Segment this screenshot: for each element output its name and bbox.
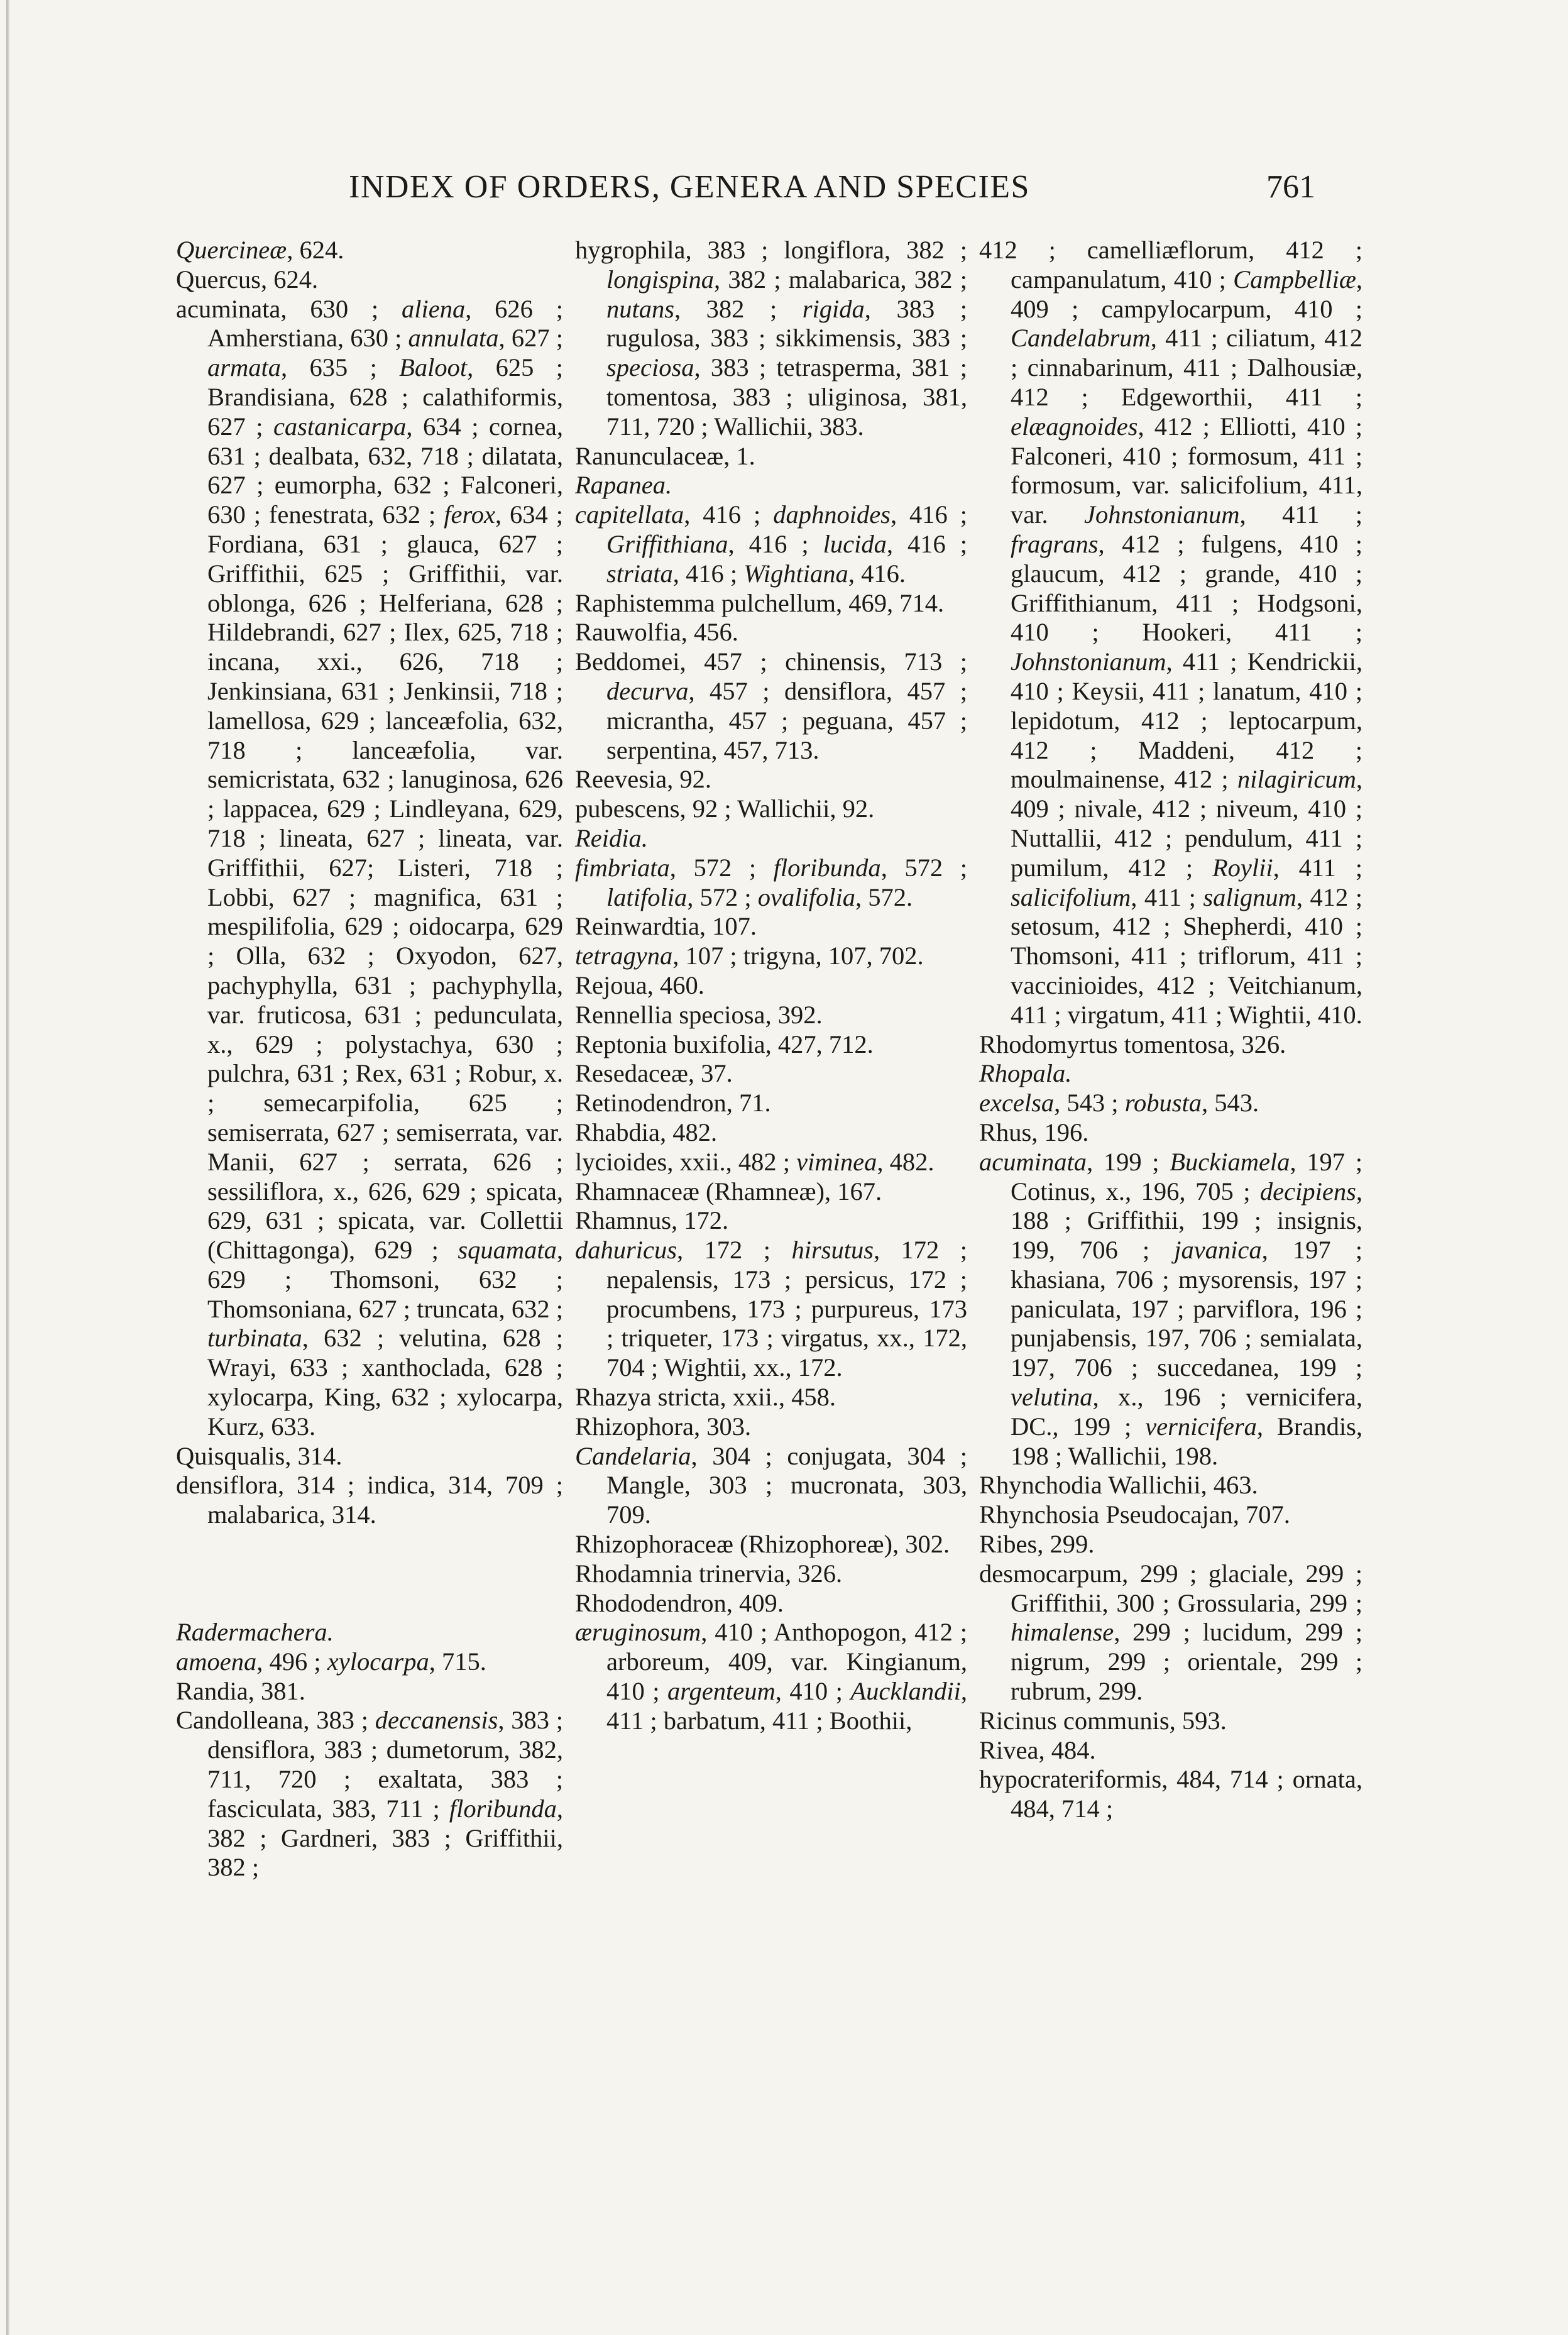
index-entry: 412 ; camelliæflorum, 412 ; campanulatum, 410 ; Campbelliæ, 409 ; campylocarpum, 410 ; Candelabrum, 411 ; ciliatum, 412 ; cinnabarinum, 411 ; Dalhousiæ, 412 ; Edgeworthii, 411 ; elæagnoides, 412 ; Elliotti, 410 ; Falconeri, 410 ; formosum, 411 ; formosum, var. salicifolium, 411, var. Johnstonianum, 411 ; fragrans, 412 ; fulgens, 410 ; glaucum, 412 ; grande, 410 ; Griffithianum, 411 ; Hodgsoni, 410 ; Hookeri, 411 ; Johnstonianum, 411 ; Kendrickii, 410 ; Keysii, 411 ; lanatum, 410 ; lepidotum, 412 ; leptocarpum, 412 ; Maddeni, 412 ; moulmainense, 412 ; nilagiricum, 409 ; nivale, 412 ; niveum, 410 ; Nuttallii, 412 ; pendulum, 411 ; pumilum, 412 ; Roylii, 411 ; salicifolium, 411 ; salignum, 412 ; setosum, 412 ; Shepherdi, 410 ; Thomsoni, 411 ; triflorum, 411 ; vaccinioides, 412 ; Veitchianum, 411 ; virgatum, 411 ; Wightii, 410. — [979, 236, 1362, 1029]
index-entry: Rennellia speciosa, 392. — [575, 1000, 823, 1029]
index-entry: Quisqualis, 314. densiflora, 314 ; indica, 314, 709 ; malabarica, 314. — [176, 1441, 563, 1529]
index-entry: Rhamnaceæ (Rhamneæ), 167. — [575, 1177, 882, 1206]
index-column-3 — [979, 236, 1362, 1824]
index-entry: Quercus, 624. acuminata, 630 ; aliena, 626 ; Amherstiana, 630 ; annulata, 627 ; armata, 635 ; Baloot, 625 ; Brandisiana, 628 ; calathiformis, 627 ; castanicarpa, 634 ; cornea, 631 ; dealbata, 632, 718 ; dilatata, 627 ; eumorpha, 632 ; Falconeri, 630 ; fenestrata, 632 ; ferox, 634 ; Fordiana, 631 ; glauca, 627 ; Griffithii, 625 ; Griffithii, var. oblonga, 626 ; Helferiana, 628 ; Hildebrandi, 627 ; Ilex, 625, 718 ; incana, xxi., 626, 718 ; Jenkinsiana, 631 ; Jenkinsii, 718 ; lamellosa, 629 ; lanceæfolia, 632, 718 ; lanceæfolia, var. semicristata, 632 ; lanuginosa, 626 ; lappacea, 629 ; Lindleyana, 629, 718 ; lineata, 627 ; lineata, var. Griffithii, 627; Listeri, 718 ; Lobbi, 627 ; magnifica, 631 ; mespilifolia, 629 ; oidocarpa, 629 ; Olla, 632 ; Oxyodon, 627, pachyphylla, 631 ; pachyphylla, var. fruticosa, 631 ; pedunculata, x., 629 ; polystachya, 630 ; pulchra, 631 ; Rex, 631 ; Robur, x. ; semecarpifolia, 625 ; semiserrata, 627 ; semiserrata, var. Manii, 627 ; serrata, 626 ; sessiliflora, x., 626, 629 ; spicata, 629, 631 ; spicata, var. Collettii (Chittagonga), 629 ; squamata, 629 ; Thomsoni, 632 ; Thomsoniana, 627 ; truncata, 632 ; turbinata, 632 ; velutina, 628 ; Wrayi, 633 ; xanthoclada, 628 ; xylocarpa, King, 632 ; xylocarpa, Kurz, 633. — [176, 265, 563, 1441]
column-gap — [176, 1530, 563, 1618]
index-entry: Radermachera. amoena, 496 ; xylocarpa, 715. — [176, 1618, 486, 1676]
index-entry: Ribes, 299. desmocarpum, 299 ; glaciale, 299 ; Griffithii, 300 ; Grossularia, 299 ; himalense, 299 ; lucidum, 299 ; nigrum, 299 ; orientale, 299 ; rubrum, 299. — [979, 1530, 1362, 1706]
index-entry: Rhodamnia trinervia, 326. — [575, 1559, 843, 1588]
index-entry: Ranunculaceæ, 1. — [575, 441, 755, 470]
index-entry: Rhizophoraceæ (Rhizophoreæ), 302. — [575, 1530, 950, 1559]
index-entry: Reidia. fimbriata, 572 ; floribunda, 572 ; latifolia, 572 ; ovalifolia, 572. — [575, 823, 967, 911]
index-entry: Raphistemma pulchellum, 469, 714. — [575, 588, 945, 617]
index-entry: Ricinus communis, 593. — [979, 1706, 1227, 1735]
index-entry: Rejoua, 460. — [575, 970, 705, 999]
index-entry: Rhynchodia Wallichii, 463. — [979, 1471, 1258, 1500]
index-entry: Rhopala. excelsa, 543 ; robusta, 543. — [979, 1059, 1259, 1118]
index-entry: Reptonia buxifolia, 427, 712. — [575, 1030, 874, 1058]
index-entry: Rhizophora, 303. Candelaria, 304 ; conjugata, 304 ; Mangle, 303 ; mucronata, 303, 709. — [575, 1412, 967, 1529]
page-number: 761 — [1266, 169, 1315, 205]
index-entry: Rauwolfia, 456. Beddomei, 457 ; chinensis, 713 ; decurva, 457 ; densiflora, 457 ; micrantha, 457 ; peguana, 457 ; serpentina, 457, 713. — [575, 618, 967, 764]
index-entry: hygrophila, 383 ; longiflora, 382 ; longispina, 382 ; malabarica, 382 ; nutans, 382 ; rigida, 383 ; rugulosa, 383 ; sikkimensis, 383 ; speciosa, 383 ; tetrasperma, 381 ; tomentosa, 383 ; uliginosa, 381, 711, 720 ; Wallichii, 383. — [575, 236, 967, 441]
running-title: INDEX OF ORDERS, GENERA AND SPECIES — [349, 169, 1030, 205]
index-entry: Rhus, 196. acuminata, 199 ; Buckiamela, 197 ; Cotinus, x., 196, 705 ; decipiens, 188 ; Griffithii, 199 ; insignis, 199, 706 ; javanica, 197 ; khasiana, 706 ; mysorensis, 197 ; paniculata, 197 ; parviflora, 196 ; punjabensis, 197, 706 ; semialata, 197, 706 ; succedanea, 199 ; velutina, x., 196 ; vernicifera, DC., 199 ; vernicifera, Brandis, 198 ; Wallichii, 198. — [979, 1118, 1363, 1470]
index-entry: Rapanea. capitellata, 416 ; daphnoides, 416 ; Griffithiana, 416 ; lucida, 416 ; striata, 416 ; Wightiana, 416. — [575, 471, 967, 588]
index-entry: Rhododendron, 409. æruginosum, 410 ; Anthopogon, 412 ; arboreum, 409, var. Kingianum, 410 ; argenteum, 410 ; Aucklandii, 411 ; barbatum, 411 ; Boothii, — [575, 1588, 967, 1735]
index-column-1 — [176, 236, 563, 1882]
index-entry: Rhynchosia Pseudocajan, 707. — [979, 1500, 1290, 1529]
index-entry: Resedaceæ, 37. — [575, 1059, 733, 1088]
index-entry: Rhodomyrtus tomentosa, 326. — [979, 1030, 1286, 1058]
page-header — [0, 168, 1568, 219]
index-entry: Rhamnus, 172. dahuricus, 172 ; hirsutus, 172 ; nepalensis, 173 ; persicus, 172 ; procumbens, 173 ; purpureus, 173 ; triqueter, 173 ; virgatus, xx., 172, 704 ; Wightii, xx., 172. — [575, 1206, 967, 1382]
index-entry: Randia, 381. Candolleana, 383 ; deccanensis, 383 ; densiflora, 383 ; dumetorum, 382, 711, 720 ; exaltata, 383 ; fasciculata, 383, 711 ; floribunda, 382 ; Gardneri, 383 ; Griffithii, 382 ; — [176, 1676, 563, 1882]
index-entry: Reevesia, 92. pubescens, 92 ; Wallichii, 92. — [575, 765, 875, 823]
page-margin-line — [6, 0, 10, 2335]
index-entry: Reinwardtia, 107. tetragyna, 107 ; trigyna, 107, 702. — [575, 912, 924, 970]
index-entry: Quercineæ, 624. — [176, 236, 344, 264]
index-entry: Retinodendron, 71. — [575, 1089, 771, 1118]
index-column-2 — [575, 236, 967, 1736]
index-entry: Rhazya stricta, xxii., 458. — [575, 1383, 836, 1412]
index-entry: Rivea, 484. hypocrateriformis, 484, 714 ; ornata, 484, 714 ; — [979, 1735, 1362, 1823]
index-entry: Rhabdia, 482. lycioides, xxii., 482 ; viminea, 482. — [575, 1118, 935, 1176]
